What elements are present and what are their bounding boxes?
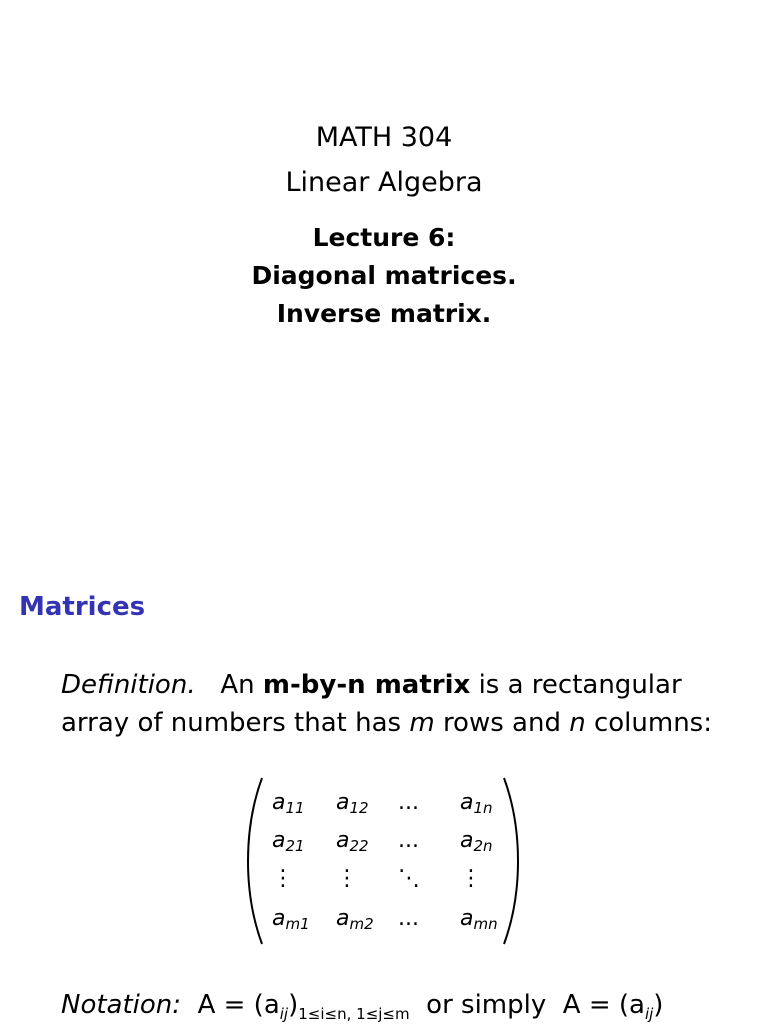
notation-or-simply: or simply	[426, 990, 547, 1020]
definition-text-4: rows and	[442, 708, 561, 738]
matrix-display	[246, 776, 526, 946]
notation-expr-2-close: )	[653, 990, 664, 1020]
matrix-entry: $a_{2n}$	[460, 828, 493, 855]
matrix-entry: $a_{21}$	[272, 828, 305, 855]
matrix-entry: $a_{m2}$	[336, 906, 374, 933]
definition-text-5: columns:	[593, 708, 712, 738]
notation-expr-2-sub: ij	[644, 1005, 654, 1024]
course-subject: Linear Algebra	[285, 167, 483, 198]
matrix-entry: $a_{11}$	[272, 790, 305, 817]
definition-term: m-by-n matrix	[262, 670, 471, 700]
notation-line	[61, 990, 663, 1023]
notation-expr-1	[197, 990, 410, 1024]
matrix-dots: ⋱	[398, 866, 420, 891]
definition-line-1	[61, 670, 682, 700]
matrix-dots: ...	[398, 906, 419, 931]
matrix-dots: ...	[398, 828, 419, 853]
right-parenthesis	[502, 776, 520, 946]
matrix-entry: $a_{22}$	[336, 828, 369, 855]
matrix-dots: ⋮	[460, 866, 482, 891]
matrix-entry: $a_{12}$	[336, 790, 369, 817]
notation-expr-1-sub: ij	[279, 1005, 289, 1024]
definition-text-3: array of numbers that has	[61, 708, 402, 738]
section-title: Matrices	[19, 592, 146, 622]
notation-label: Notation:	[61, 990, 182, 1020]
notation-expr-1-text: A = (a	[197, 990, 280, 1020]
lecture-topic-1: Diagonal matrices.	[251, 261, 517, 290]
lecture-number: Lecture 6:	[312, 223, 456, 252]
notation-expr-1-close: )	[288, 990, 299, 1020]
notation-expr-2-text: A = (a	[562, 990, 645, 1020]
matrix-dots: ⋮	[336, 866, 358, 891]
left-parenthesis	[246, 776, 264, 946]
matrix-dots: ⋮	[272, 866, 294, 891]
lecture-topic-2: Inverse matrix.	[276, 299, 492, 328]
definition-text-1: An	[220, 670, 255, 700]
matrix-entry: $a_{mn}$	[460, 906, 498, 933]
course-code: MATH 304	[315, 122, 453, 153]
definition-text-2: is a rectangular	[478, 670, 682, 700]
definition-line-2	[61, 708, 712, 738]
matrix-dots: ...	[398, 790, 419, 815]
definition-label: Definition.	[61, 670, 196, 700]
rows-symbol: m	[409, 708, 435, 738]
notation-range: 1≤i≤n, 1≤j≤m	[298, 1005, 410, 1024]
matrix-entry: $a_{m1}$	[272, 906, 310, 933]
columns-symbol: n	[569, 708, 586, 738]
notation-expr-2	[562, 990, 664, 1024]
matrix-entry: $a_{1n}$	[460, 790, 493, 817]
